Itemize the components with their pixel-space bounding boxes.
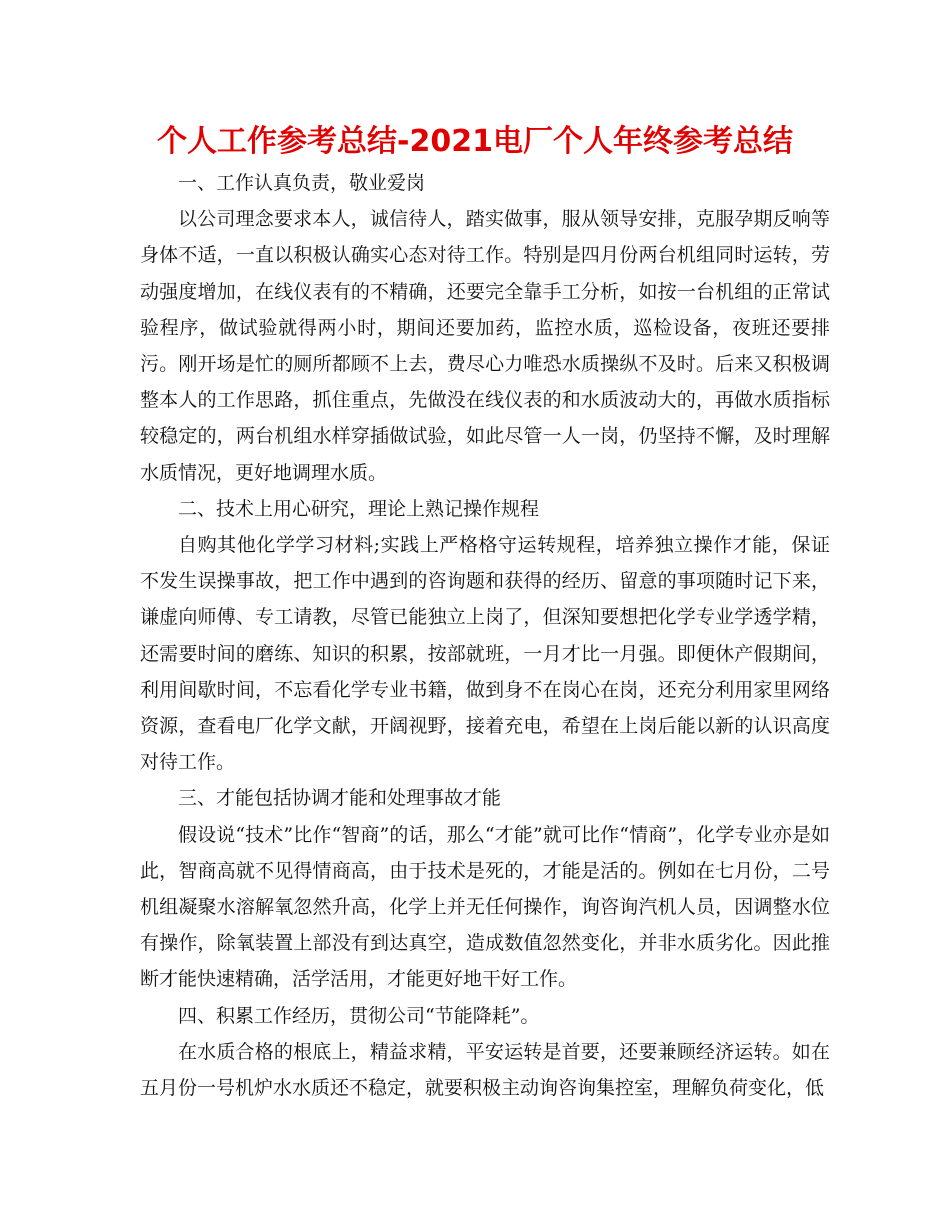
paragraph-3: 假设说“技术”比作“智商”的话，那么“才能”就可比作“情商”，化学专业亦是如此，智商高就不见得情商高，由于技术是死的，才能是活的。例如在七月份，二号机组凝聚水溶解氧忽然升高，化学上并无任何操作，询咨询汽机人员，因调整水位有操作，除氧装置上部没有到达真空，造成数值忽然变化，并非水质劣化。因此推断才能快速精确，活学活用，才能更好地干好工作。 bbox=[140, 823, 830, 991]
section-heading-4: 四、积累工作经历，贯彻公司“节能降耗”。 bbox=[178, 1004, 540, 1027]
document-body bbox=[140, 165, 830, 1106]
section-heading-2: 二、技术上用心研究，理论上熟记操作规程 bbox=[178, 497, 540, 520]
paragraph-4: 在水质合格的根底上，精益求精，平安运转是首要，还要兼顾经济运转。如在五月份一号机炉水水质还不稳定，就要积极主动询咨询集控室，理解负荷变化，低 bbox=[140, 1040, 830, 1100]
section-heading-3: 三、才能包括协调才能和处理事故才能 bbox=[178, 787, 502, 810]
document-title: 个人工作参考总结-2021电厂个人年终参考总结 bbox=[157, 124, 793, 159]
section-heading-1: 一、工作认真负责，敬业爱岗 bbox=[178, 172, 426, 194]
paragraph-1: 以公司理念要求本人，诚信待人，踏实做事，服从领导安排，克服孕期反响等身体不适，一直以积极认确实心态对待工作。特别是四月份两台机组同时运转，劳动强度增加，在线仪表有的不精确，还要完全靠手工分析，如按一台机组的正常试验程序，做试验就得两小时，期间还要加药，监控水质，巡检设备，夜班还要排污。刚开场是忙的厕所都顾不上去，费尽心力唯恐水质操纵不及时。后来又积极调整本人的工作思路，抓住重点，先做没在线仪表的和水质波动大的，再做水质指标较稳定的，两台机组水样穿插做试验，如此尽管一人一岗，仍坚持不懈，及时理解水质情况，更好地调理水质。 bbox=[140, 208, 830, 484]
paragraph-2: 自购其他化学学习材料;实践上严格格守运转规程，培养独立操作才能，保证不发生误操事故，把工作中遇到的咨询题和获得的经历、留意的事项随时记下来，谦虚向师傅、专工请教，尽管已能独立上岗了，但深知要想把化学专业学透学精，还需要时间的磨练、知识的积累，按部就班，一月才比一月强。即便休产假期间，利用间歇时间，不忘看化学专业书籍，做到身不在岗心在岗，还充分利用家里网络资源，查看电厂化学文献，开阔视野，接着充电，希望在上岗后能以新的认识高度对待工作。 bbox=[140, 534, 830, 774]
